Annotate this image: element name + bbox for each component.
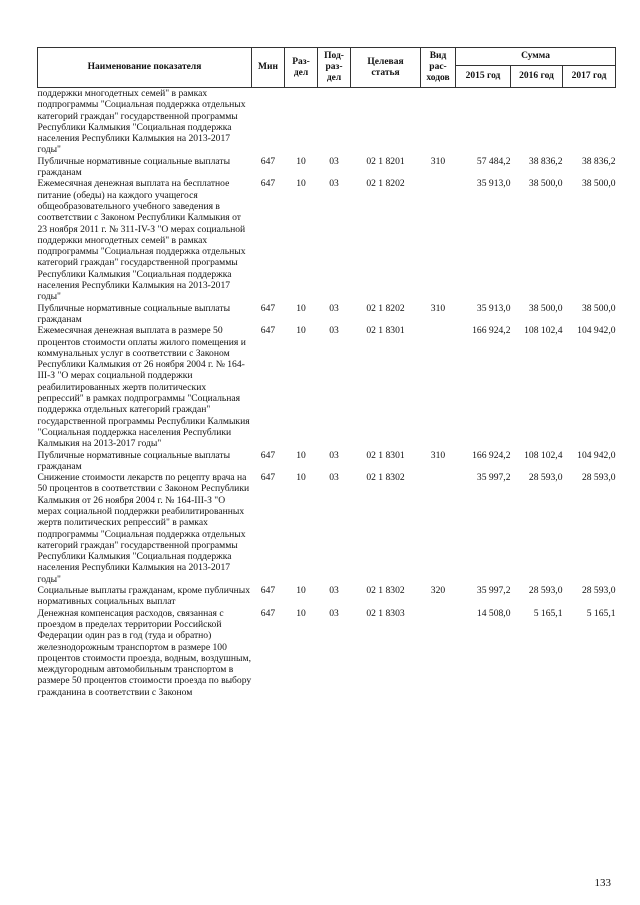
cell-vid-rashodov: 310	[430, 155, 446, 167]
cell-2016: 108 102,4	[524, 325, 563, 337]
cell-name: Социальные выплаты гражданам, кроме публичных нормативных социальных выплат	[37, 585, 251, 608]
table-header	[38, 48, 616, 88]
cell-2017: 104 942,0	[577, 325, 616, 337]
cell-min: 647	[260, 449, 276, 461]
cell-min: 647	[260, 178, 276, 190]
cell-2015: 166 924,2	[472, 449, 511, 461]
cell-razdel: 10	[296, 178, 306, 190]
table-row	[38, 472, 616, 585]
cell-podrazdel	[318, 88, 351, 156]
cell-2016: 38 836,2	[528, 155, 563, 167]
header-2015: 2015 год	[456, 66, 511, 88]
cell-vid-rashodov	[421, 88, 456, 156]
cell-razdel: 10	[296, 155, 306, 167]
cell-celevaya-statya	[351, 88, 421, 156]
cell-podrazdel: 03	[329, 325, 339, 337]
cell-2015	[456, 88, 511, 156]
cell-min: 647	[260, 585, 276, 597]
cell-podrazdel: 03	[329, 302, 339, 314]
cell-2015: 14 508,0	[476, 607, 511, 619]
cell-celevaya-statya: 02 1 8302	[366, 472, 405, 484]
cell-vid-rashodov	[421, 472, 456, 585]
cell-2017: 38 500,0	[581, 302, 616, 314]
cell-celevaya-statya: 02 1 8201	[366, 155, 405, 167]
table-row	[38, 585, 616, 608]
cell-razdel: 10	[296, 585, 306, 597]
cell-celevaya-statya: 02 1 8303	[366, 607, 405, 619]
cell-2016: 5 165,1	[533, 607, 563, 619]
header-name: Наименование показателя	[38, 48, 252, 88]
header-podrazdel: Под- раз- дел	[318, 48, 351, 88]
cell-2016: 28 593,0	[528, 585, 563, 597]
table-row	[38, 156, 616, 179]
cell-celevaya-statya: 02 1 8302	[366, 585, 405, 597]
header-min: Мин	[252, 48, 285, 88]
header-summa: Сумма	[456, 48, 616, 66]
cell-razdel: 10	[296, 472, 306, 484]
cell-vid-rashodov	[421, 178, 456, 302]
cell-2017: 38 500,0	[581, 178, 616, 190]
cell-2017: 28 593,0	[581, 472, 616, 484]
cell-2015: 35 913,0	[476, 302, 511, 314]
cell-podrazdel: 03	[329, 155, 339, 167]
cell-2015: 166 924,2	[472, 325, 511, 337]
table-row	[38, 450, 616, 473]
cell-2015: 35 913,0	[476, 178, 511, 190]
cell-2015: 35 997,2	[476, 585, 511, 597]
cell-2016: 108 102,4	[524, 449, 563, 461]
cell-2016: 28 593,0	[528, 472, 563, 484]
cell-min: 647	[260, 302, 276, 314]
cell-name: Публичные нормативные социальные выплаты гражданам	[37, 155, 231, 179]
table-row	[38, 608, 616, 698]
cell-razdel: 10	[296, 302, 306, 314]
table-body	[38, 88, 616, 699]
cell-min: 647	[260, 325, 276, 337]
cell-vid-rashodov	[421, 608, 456, 698]
cell-name: Денежная компенсация расходов, связанная с проездом в пределах территории Российской Федерации один раз в год (туда и обратно) железнодорожным транспортом в размере 100 процентов стоимости проезда, водным, воздушным, междугородным автомобильным транспортом в размере 50 процентов стоимости проезда по выбору гражданина в соответствии с Законом	[37, 607, 252, 698]
cell-podrazdel: 03	[329, 178, 339, 190]
cell-2016	[511, 88, 563, 156]
cell-2016: 38 500,0	[528, 178, 563, 190]
cell-vid-rashodov: 310	[430, 449, 446, 461]
cell-podrazdel: 03	[329, 472, 339, 484]
cell-name: Публичные нормативные социальные выплаты гражданам	[37, 302, 231, 325]
header-2017: 2017 год	[563, 66, 616, 88]
header-2016: 2016 год	[511, 66, 563, 88]
cell-vid-rashodov	[421, 325, 456, 449]
cell-vid-rashodov: 310	[430, 302, 446, 314]
cell-celevaya-statya: 02 1 8202	[366, 178, 405, 190]
cell-min: 647	[260, 607, 276, 619]
cell-2017: 28 593,0	[581, 585, 616, 597]
cell-2016: 38 500,0	[528, 302, 563, 314]
cell-2017: 5 165,1	[586, 607, 616, 619]
table-row	[38, 303, 616, 326]
cell-2017: 38 836,2	[581, 155, 616, 167]
cell-podrazdel: 03	[329, 449, 339, 461]
cell-podrazdel: 03	[329, 585, 339, 597]
cell-name: поддержки многодетных семей" в рамках подпрограммы "Социальная поддержка отдельных категорий граждан" государственной программы Республики Калмыкия "Социальная поддержка населения Республики Калмыкия на 2013-2017 годы"	[37, 88, 246, 156]
cell-razdel	[285, 88, 318, 156]
cell-razdel: 10	[296, 449, 306, 461]
cell-min: 647	[260, 472, 276, 484]
table-row	[38, 178, 616, 302]
cell-celevaya-statya: 02 1 8301	[366, 449, 405, 461]
cell-celevaya-statya: 02 1 8301	[366, 325, 405, 337]
cell-min	[252, 88, 285, 156]
cell-podrazdel: 03	[329, 607, 339, 619]
table-row	[38, 325, 616, 449]
cell-2017: 104 942,0	[577, 449, 616, 461]
cell-celevaya-statya: 02 1 8202	[366, 302, 405, 314]
cell-2015: 35 997,2	[476, 472, 511, 484]
cell-name: Снижение стоимости лекарств по рецепту врача на 50 процентов в соответствии с Законом Республики Калмыкия от 26 ноября 2004 г. № 164-III-З "О мерах социальной поддержки реабилитированных жертв политических репрессий" в рамках подпрограммы "Социальная поддержка отдельных категорий граждан" государственной программы Республики Калмыкия "Социальная поддержка населения Республики Калмыкия на 2013-2017 годы"	[37, 472, 250, 585]
header-vid-rashodov: Вид рас- ходов	[421, 48, 456, 88]
header-razdel: Раз- дел	[285, 48, 318, 88]
budget-table	[37, 47, 616, 698]
cell-name: Ежемесячная денежная выплата в размере 50 процентов стоимости оплаты жилого помещения и коммунальных услуг в соответствии с Законом Республики Калмыкия от 26 ноября 2004 г. № 164-III-З "О мерах социальной поддержки реабилитированных жертв политических репрессий" в рамках подпрограммы "Социальная поддержка отдельных категорий граждан" государственной программы Республики Калмыкия "Социальная поддержка населения Республики Калмыкия на 2013-2017 годы"	[37, 325, 250, 450]
cell-2015: 57 484,2	[476, 155, 511, 167]
page-number: 133	[594, 877, 611, 889]
table-row	[38, 88, 616, 156]
cell-razdel: 10	[296, 607, 306, 619]
cell-name: Публичные нормативные социальные выплаты гражданам	[37, 449, 231, 472]
cell-razdel: 10	[296, 325, 306, 337]
cell-name: Ежемесячная денежная выплата на бесплатное питание (обеды) на каждого учащегося общеобразовательного учебного заведения в соответствии с Законом Республики Калмыкия от 23 ноября 2011 г. № 311-IV-З "О мерах социальной поддержки многодетных семей" в рамках подпрограммы "Социальная поддержка отдельных категорий граждан" государственной программы Республики Калмыкия "Социальная поддержка населения Республики Калмыкия на 2013-2017 годы"	[37, 178, 246, 303]
cell-2017	[563, 88, 616, 156]
cell-min: 647	[260, 155, 276, 167]
cell-vid-rashodov: 320	[430, 585, 446, 597]
header-celevaya-statya: Целевая статья	[351, 48, 421, 88]
